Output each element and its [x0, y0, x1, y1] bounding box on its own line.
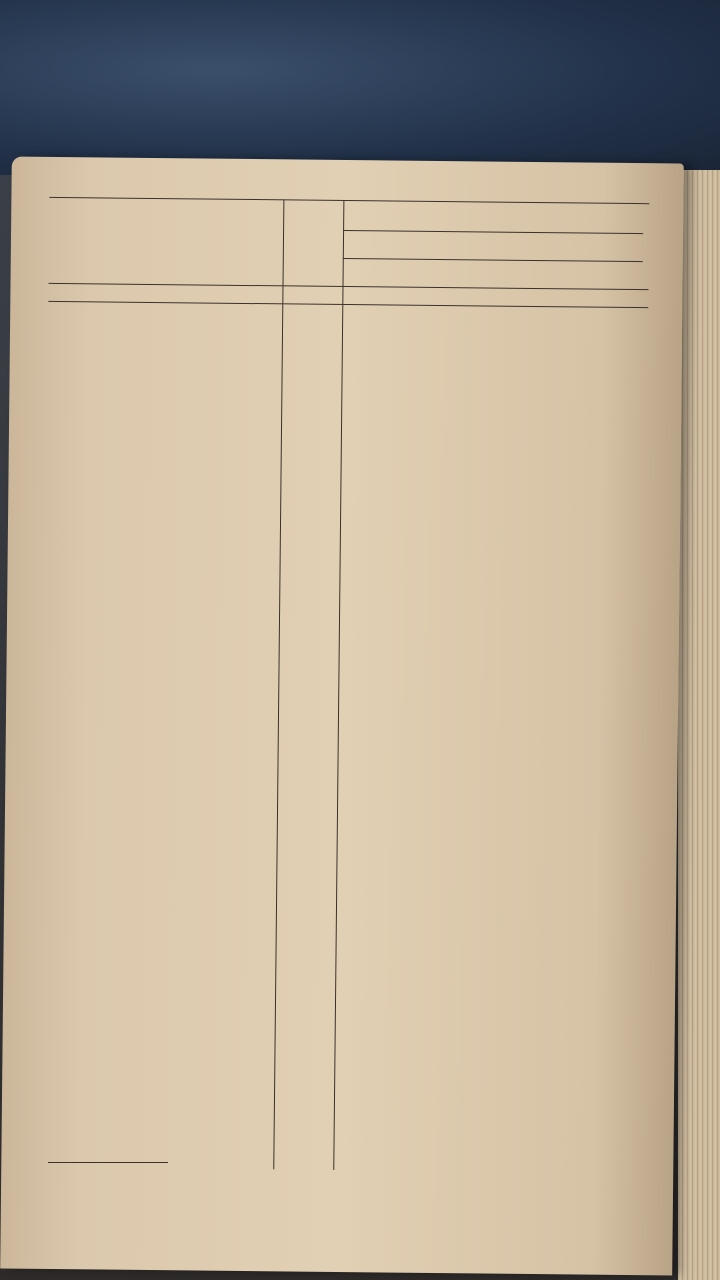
book-page — [0, 157, 684, 1276]
top-rule — [49, 197, 649, 204]
book-page-edges — [678, 170, 720, 1280]
yield-rule — [343, 230, 643, 234]
yield-values-rule — [343, 258, 643, 262]
col2-header — [287, 227, 339, 228]
footnote-rule — [48, 1162, 168, 1163]
norm-header — [347, 266, 637, 269]
col-divider-2 — [333, 200, 344, 1170]
header-bottom-rule — [49, 283, 649, 290]
colnum-rule — [48, 301, 648, 308]
col1-header — [71, 227, 271, 229]
yield-header — [347, 212, 637, 215]
background-cloth — [0, 0, 720, 175]
col-divider-1 — [273, 199, 284, 1169]
